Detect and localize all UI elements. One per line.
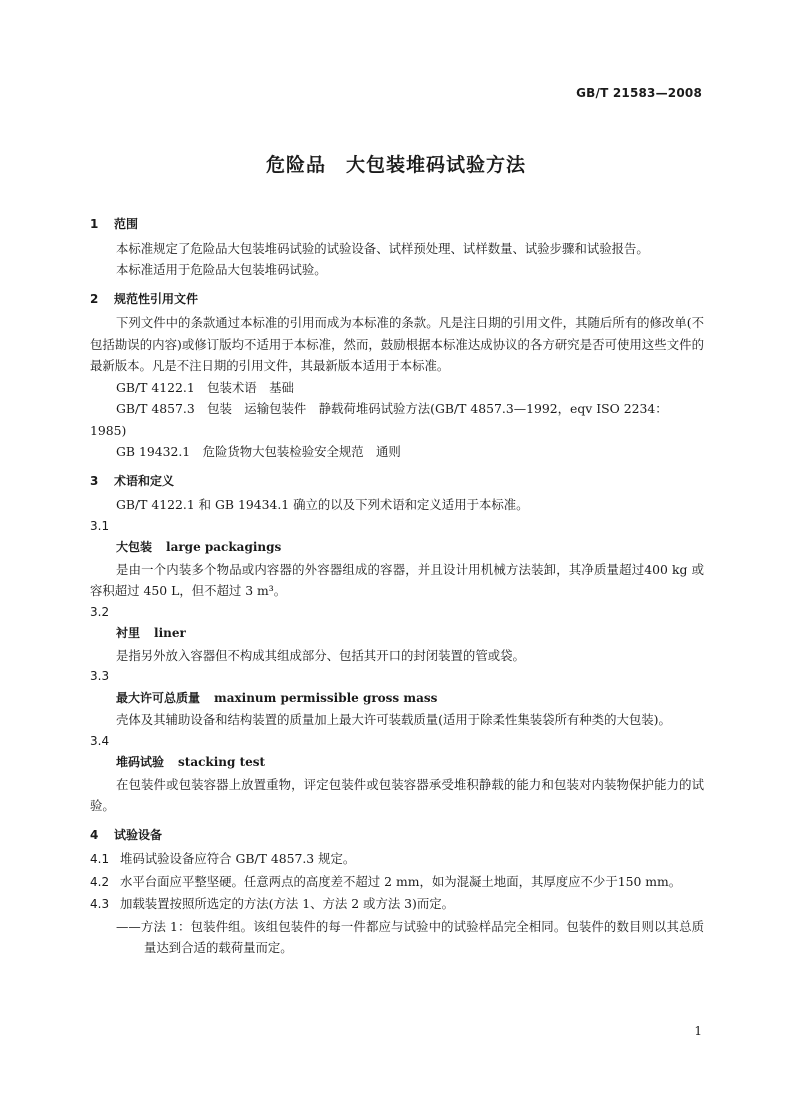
term-en: stacking test [178, 755, 266, 769]
clause-text: 水平台面应平整坚硬。任意两点的高度差不超过 2 mm，如为混凝土地面，其厚度应不少于150 mm。 [120, 873, 682, 889]
section-3-heading [90, 471, 704, 493]
term-number: 3.4 [90, 733, 110, 748]
section-2-heading [90, 289, 704, 311]
reference-item: GB/T 4122.1 包装术语 基础 [116, 379, 294, 395]
term-definition: 是指另外放入容器但不构成其组成部分、包括其开口的封闭装置的管或袋。 [116, 647, 525, 663]
document-title: 危险品 大包装堆码试验方法 [265, 154, 526, 176]
section-title: 规范性引用文件 [114, 291, 199, 306]
page-number: 1 [694, 1024, 702, 1038]
term-en: liner [154, 626, 186, 640]
paragraph: 本标准规定了危险品大包装堆码试验的试验设备、试样预处理、试样数量、试验步骤和试验报告。 [116, 240, 649, 256]
paragraph: 下列文件中的条款通过本标准的引用而成为本标准的条款。凡是注日期的引用文件，其随后所有的修改单(不包括勘误的内容)或修订版均不适用于本标准，然而，鼓励根据本标准达成协议的各方研究是否可使用这些文件的最新版本。凡是不注日期的引用文件，其最新版本适用于本标准。 [90, 315, 704, 373]
term-definition: 壳体及其辅助设备和结构装置的质量加上最大许可装载质量(适用于除柔性集装袋所有种类的大包装)。 [116, 712, 671, 727]
reference-item-continuation: 1985) [90, 422, 127, 438]
section-number: 3 [90, 473, 99, 488]
dash-list-item: ——方法 1：包装件组。该组包装件的每一件都应与试验中的试验样品完全相同。包装件的数目则以其总质量达到合适的载荷量而定。 [116, 918, 704, 955]
clause-text: 加载装置按照所选定的方法(方法 1、方法 2 或方法 3)而定。 [120, 896, 455, 911]
section-title: 范围 [114, 217, 139, 231]
clause-text: 堆码试验设备应符合 GB/T 4857.3 规定。 [120, 851, 356, 866]
standard-code: GB/T 21583—2008 [576, 86, 702, 100]
section-number: 1 [90, 217, 99, 231]
clause-number: 4.1 [90, 852, 110, 866]
clause [90, 848, 704, 871]
term-cn: 最大许可总质量 [116, 690, 201, 705]
term-heading [90, 752, 704, 774]
term-en: large packagings [166, 540, 282, 554]
section-4-heading [90, 825, 704, 847]
term-heading [90, 688, 704, 710]
section-title: 试验设备 [114, 827, 163, 842]
term-definition: 是由一个内装多个物品或内容器的外容器组成的容器，并且设计用机械方法装卸，其净质量超过400 kg 或容积超过 450 L，但不超过 3 m³。 [90, 561, 704, 598]
term-number: 3.1 [90, 518, 110, 533]
paragraph: GB/T 4122.1 和 GB 19434.1 确立的以及下列术语和定义适用于本标准。 [116, 497, 529, 512]
term-cn: 堆码试验 [116, 755, 165, 769]
clause-number: 4.3 [90, 897, 110, 911]
section-title: 术语和定义 [114, 473, 175, 488]
clause-number: 4.2 [90, 874, 110, 889]
section-number: 4 [90, 827, 99, 842]
section-1-heading [90, 214, 704, 236]
reference-item: GB 19432.1 危险货物大包装检验安全规范 通则 [116, 444, 401, 459]
reference-item: GB/T 4857.3 包装 运输包装件 静载荷堆码试验方法(GB/T 4857.3—1992，eqv ISO 2234： [116, 401, 668, 416]
section-number: 2 [90, 291, 99, 306]
document-body [90, 214, 704, 959]
clause [90, 871, 704, 894]
term-heading [90, 537, 704, 559]
term-number: 3.2 [90, 604, 110, 619]
clause [90, 893, 704, 916]
term-en: maxinum permissible gross mass [214, 690, 438, 705]
paragraph: 本标准适用于危险品大包装堆码试验。 [116, 262, 327, 277]
term-cn: 衬里 [116, 626, 141, 640]
term-cn: 大包装 [116, 540, 153, 554]
term-heading [90, 623, 704, 645]
term-number: 3.3 [90, 669, 110, 683]
term-definition: 在包装件或包装容器上放置重物，评定包装件或包装容器承受堆积静载的能力和包装对内装物保护能力的试验。 [90, 776, 704, 813]
